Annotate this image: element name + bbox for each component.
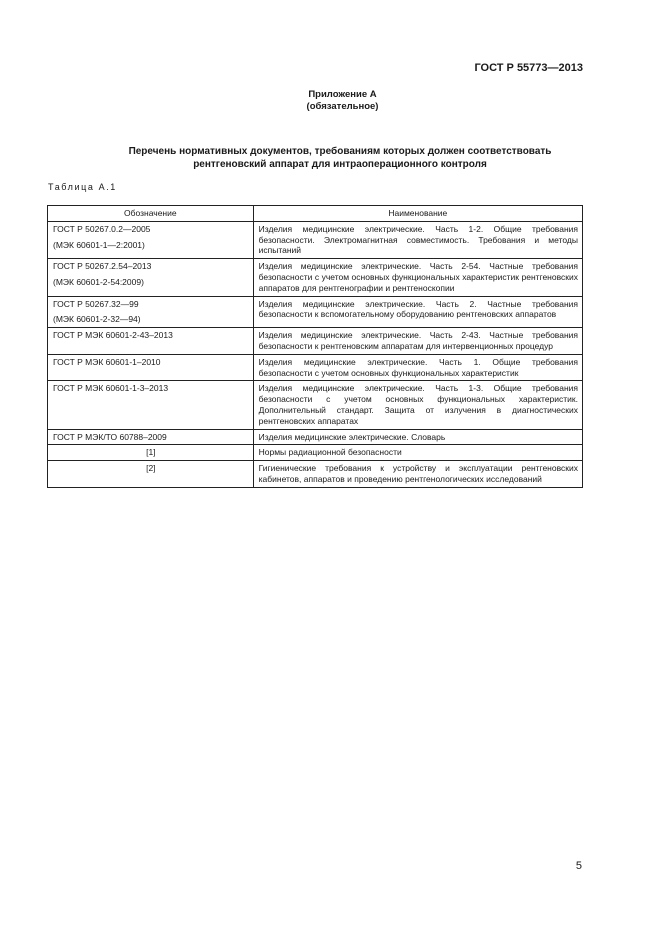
designation-equivalent: (МЭК 60601-2-32—94)	[53, 314, 141, 325]
designation-cell	[48, 259, 254, 296]
table-row	[48, 328, 583, 355]
designation: ГОСТ Р 50267.32—99	[53, 298, 139, 309]
standard-code: ГОСТ Р 55773—2013	[474, 62, 583, 74]
reference-cell: [1]	[48, 445, 254, 461]
name-cell: Изделия медицинские электрические. Словарь	[253, 429, 582, 445]
designation: ГОСТ Р 50267.2.54–2013	[53, 261, 152, 272]
designation-cell	[48, 296, 254, 328]
designation-cell	[48, 221, 254, 258]
name-cell: Нормы радиационной безопасности	[253, 445, 582, 461]
document-title	[60, 145, 620, 171]
table-row	[48, 221, 583, 258]
designation-equivalent: (МЭК 60601-2-54:2009)	[53, 276, 144, 287]
designation-cell: ГОСТ Р МЭК 60601-2-43–2013	[48, 328, 254, 355]
table-row	[48, 381, 583, 429]
table-row	[48, 296, 583, 328]
table-row	[48, 461, 583, 488]
annex-heading	[0, 89, 661, 113]
name-cell: Изделия медицинские электрические. Часть 1-2. Общие требования безопасности. Электромагнитная совместимость. Требования и методы испытаний	[253, 221, 582, 258]
table-row	[48, 445, 583, 461]
name-cell: Гигиенические требования к устройству и эксплуатации рентгеновских кабинетов, аппаратов и проведению рентгенологических исследований	[253, 461, 582, 488]
annex-title: Приложение А	[308, 89, 377, 100]
header-name: Наименование	[253, 206, 582, 222]
designation-cell: ГОСТ Р МЭК 60601-1–2010	[48, 354, 254, 381]
annex-status: (обязательное)	[306, 101, 379, 112]
table-label: Таблица А.1	[48, 182, 117, 192]
table-row	[48, 429, 583, 445]
document-title-line2: рентгеновский аппарат для интраоперационного контроля	[193, 159, 487, 170]
name-cell: Изделия медицинские электрические. Часть 2-43. Частные требования безопасности к рентгеновским аппаратам для интервенционных процедур	[253, 328, 582, 355]
reference-cell: [2]	[48, 461, 254, 488]
designation: ГОСТ Р 50267.0.2—2005	[53, 223, 151, 234]
table-row	[48, 354, 583, 381]
designation-cell: ГОСТ Р МЭК 60601-1-3–2013	[48, 381, 254, 429]
table-header-row	[48, 206, 583, 222]
designation-cell: ГОСТ Р МЭК/ТО 60788–2009	[48, 429, 254, 445]
name-cell: Изделия медицинские электрические. Часть 2-54. Частные требования безопасности с учетом основных функциональных характеристик рентгеновских аппаратов для рентгенографии и рентгеноскопии	[253, 259, 582, 296]
normative-documents-table	[47, 205, 583, 488]
name-cell: Изделия медицинские электрические. Часть 2. Частные требования безопасности к вспомогательному оборудованию рентгеновских аппаратов	[253, 296, 582, 328]
name-cell: Изделия медицинские электрические. Часть 1. Общие требования безопасности с учетом основных функциональных характеристик	[253, 354, 582, 381]
page-number: 5	[575, 860, 582, 872]
designation-equivalent: (МЭК 60601-1—2:2001)	[53, 239, 145, 250]
name-cell: Изделия медицинские электрические. Часть 1-3. Общие требования безопасности с учетом основных функциональных характеристик. Дополнительный стандарт. Защита от излучения в диагностических рентгеновских аппаратах	[253, 381, 582, 429]
table-row	[48, 259, 583, 296]
document-title-line1: Перечень нормативных документов, требованиям которых должен соответствовать	[128, 146, 552, 157]
header-designation: Обозначение	[48, 206, 254, 222]
